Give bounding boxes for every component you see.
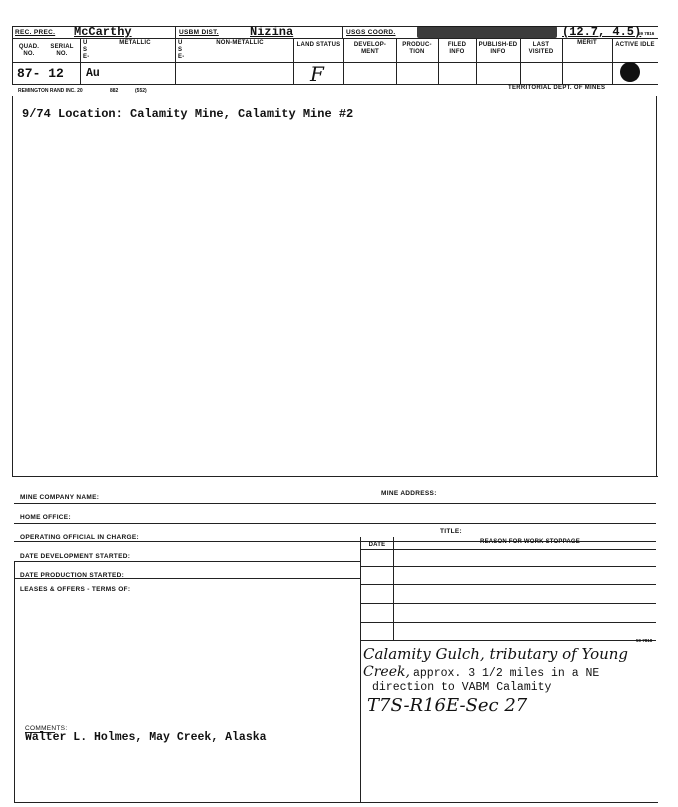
form-code: 59 7816 <box>638 31 655 36</box>
rec-prec-label: REC. PREC. <box>15 29 56 36</box>
table-rule <box>360 549 656 550</box>
redacted-coordinates <box>417 26 557 38</box>
mine-company-name-label: MINE COMPANY NAME: <box>20 494 100 501</box>
use-prefix-nonmetallic: U S E- <box>178 40 185 60</box>
col-divider <box>175 38 176 84</box>
location-line: 9/74 Location: Calamity Mine, Calamity Mine #2 <box>22 107 354 121</box>
col-divider <box>520 38 521 84</box>
usbm-dist-label: USBM DIST. <box>179 29 219 36</box>
printer-code: 882 <box>110 88 119 94</box>
last-visited-label: LAST VISITED <box>528 42 554 55</box>
use-prefix-metallic: U S E- <box>83 40 90 60</box>
published-info-label: PUBLISH-ED INFO <box>478 42 518 55</box>
printer-text: REMINGTON RAND INC. 20 <box>18 88 83 94</box>
leases-label: LEASES & OFFERS - TERMS OF: <box>20 586 131 593</box>
comments-value: Walter L. Holmes, May Creek, Alaska <box>25 731 267 744</box>
body-right-border <box>656 96 657 476</box>
body-left-border <box>12 96 13 476</box>
note-handwritten-line-4: T7S-R16E-Sec 27 <box>367 695 528 716</box>
metallic-value: Au <box>86 67 100 80</box>
lower-left-border <box>14 561 15 802</box>
col-divider <box>562 38 563 84</box>
date-col-label: DATE <box>368 542 386 548</box>
note-handwritten-line-2: Creek, <box>363 664 410 680</box>
date-production-label: DATE PRODUCTION STARTED: <box>20 572 125 579</box>
header-divider <box>342 26 343 38</box>
development-label: DEVELOP-MENT <box>353 42 387 55</box>
table-rule <box>360 622 656 623</box>
title-label: TITLE: <box>440 528 463 535</box>
card-bottom-rule <box>14 802 658 803</box>
header-divider <box>175 26 176 38</box>
table-rule <box>360 584 656 585</box>
table-rule <box>360 566 656 567</box>
reason-col-label: REASON FOR WORK STOPPAGE <box>480 539 580 545</box>
col-divider <box>438 38 439 84</box>
quad-serial-value: 87- 12 <box>17 66 64 81</box>
rule <box>14 561 360 562</box>
home-office-label: HOME OFFICE: <box>20 514 71 521</box>
col-divider <box>80 38 81 84</box>
nonmetallic-label: NON-METALLIC <box>216 40 264 46</box>
usgs-coord-label: USGS COORD. <box>346 29 396 36</box>
col-divider <box>612 38 613 84</box>
ink-blot <box>620 62 640 82</box>
lower-center-divider <box>360 537 361 802</box>
printer-code-2: (552) <box>135 88 147 94</box>
body-bottom-rule <box>12 476 658 477</box>
col-divider <box>476 38 477 84</box>
date-development-label: DATE DEVELOPMENT STARTED: <box>20 553 131 560</box>
serial-no-label: SERIAL NO. <box>50 44 74 57</box>
comments-label: COMMENTS: <box>25 725 68 732</box>
table-rule <box>360 603 656 604</box>
land-status-label: LAND STATUS <box>296 42 341 48</box>
header-left-border <box>12 26 13 84</box>
operating-official-label: OPERATING OFFICIAL IN CHARGE: <box>20 534 139 541</box>
date-col-divider <box>393 537 394 640</box>
rule <box>14 503 656 504</box>
mine-address-label: MINE ADDRESS: <box>381 490 437 497</box>
small-code: 59 7818 <box>636 638 653 643</box>
metallic-label: METALLIC <box>119 40 151 46</box>
land-status-mark: F <box>310 62 324 86</box>
table-rule <box>360 640 656 641</box>
rule <box>14 523 656 524</box>
merit-label: MERIT <box>577 40 597 46</box>
usbm-dist-value: Nizina <box>250 25 294 39</box>
production-label: PRODUC-TION <box>402 42 432 55</box>
col-divider <box>343 38 344 84</box>
note-handwritten-line-1: Calamity Gulch, tributary of Young <box>363 645 629 663</box>
note-typed-line-2: approx. 3 1/2 miles in a NE <box>413 667 600 680</box>
usgs-coord-value: (12.7, 4.5) <box>562 25 642 39</box>
rule <box>14 578 360 579</box>
filed-info-label: FILED INFO <box>447 42 467 55</box>
note-typed-line-3: direction to VABM Calamity <box>372 681 552 694</box>
active-idle-label: ACTIVE IDLE <box>615 42 655 48</box>
rec-prec-value: McCarthy <box>74 25 132 39</box>
col-divider <box>293 38 294 84</box>
quad-no-label: QUAD. NO. <box>18 44 40 57</box>
department-label: TERRITORIAL DEPT. OF MINES <box>508 85 606 91</box>
col-divider <box>396 38 397 84</box>
